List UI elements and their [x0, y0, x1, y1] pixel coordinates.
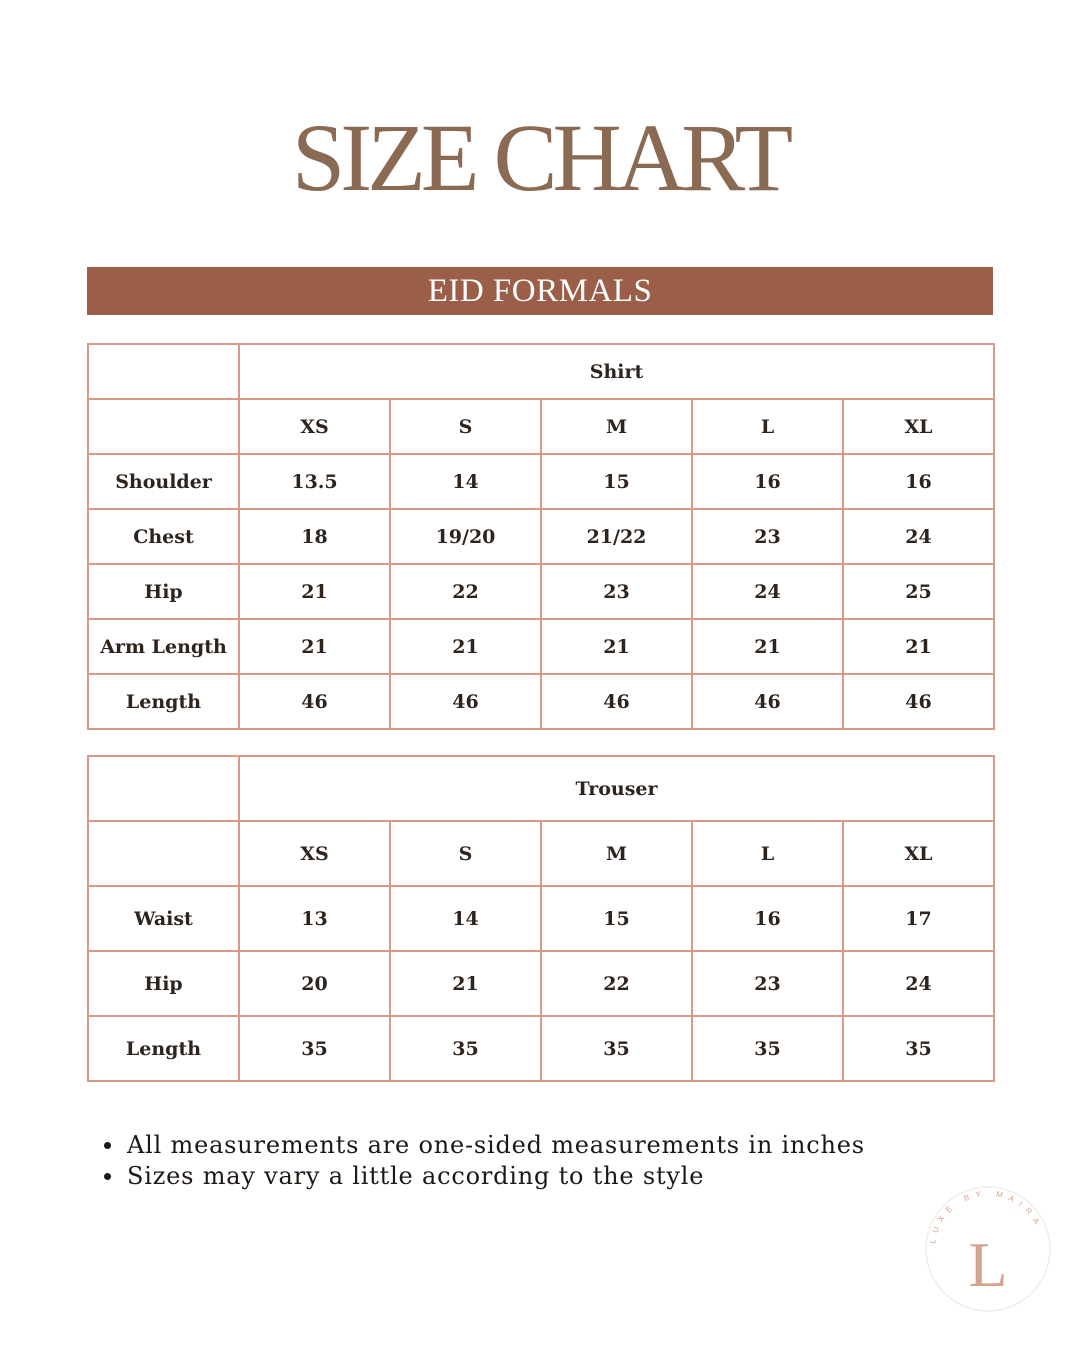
size-header-xs: XS	[239, 821, 390, 886]
table-row	[88, 674, 994, 729]
table-cell: 23	[541, 564, 692, 619]
row-label: Arm Length	[88, 619, 239, 674]
table-cell: 35	[692, 1016, 843, 1081]
table-cell: 15	[541, 886, 692, 951]
size-header-l: L	[692, 821, 843, 886]
bullet-icon	[104, 1142, 111, 1149]
bullet-icon	[104, 1173, 111, 1180]
row-label: Hip	[88, 951, 239, 1016]
table-row	[88, 509, 994, 564]
size-header-xs: XS	[239, 399, 390, 454]
table-cell: 24	[843, 509, 994, 564]
size-header-row	[88, 399, 994, 454]
size-header-l: L	[692, 399, 843, 454]
table-cell: 25	[843, 564, 994, 619]
shirt-size-table	[87, 343, 995, 730]
row-label: Length	[88, 674, 239, 729]
table-cell: 21/22	[541, 509, 692, 564]
table-cell: 35	[239, 1016, 390, 1081]
empty-corner-cell	[88, 821, 239, 886]
table-cell: 18	[239, 509, 390, 564]
table-cell: 23	[692, 509, 843, 564]
table-cell: 15	[541, 454, 692, 509]
table-cell: 14	[390, 886, 541, 951]
table-cell: 21	[843, 619, 994, 674]
table-row	[88, 564, 994, 619]
note-text: All measurements are one-sided measurements in inches	[127, 1131, 865, 1159]
empty-corner-cell	[88, 344, 239, 399]
table-row	[88, 619, 994, 674]
table-cell: 21	[541, 619, 692, 674]
list-item	[100, 1161, 865, 1192]
table-cell: 46	[541, 674, 692, 729]
table-cell: 16	[692, 454, 843, 509]
table-cell: 17	[843, 886, 994, 951]
row-label: Chest	[88, 509, 239, 564]
trouser-heading: Trouser	[239, 756, 994, 821]
measurement-notes	[100, 1130, 865, 1192]
shirt-heading: Shirt	[239, 344, 994, 399]
table-cell: 22	[541, 951, 692, 1016]
table-cell: 21	[692, 619, 843, 674]
table-cell: 16	[843, 454, 994, 509]
row-label: Shoulder	[88, 454, 239, 509]
table-cell: 21	[390, 619, 541, 674]
table-cell: 35	[390, 1016, 541, 1081]
size-header-xl: XL	[843, 821, 994, 886]
table-cell: 14	[390, 454, 541, 509]
table-cell: 19/20	[390, 509, 541, 564]
table-cell: 35	[843, 1016, 994, 1081]
table-row	[88, 1016, 994, 1081]
table-cell: 20	[239, 951, 390, 1016]
table-header-row	[88, 344, 994, 399]
table-row	[88, 886, 994, 951]
empty-corner-cell	[88, 756, 239, 821]
logo-ring-text: LUXE BY MAIRA	[928, 1188, 1045, 1245]
table-cell: 16	[692, 886, 843, 951]
row-label: Length	[88, 1016, 239, 1081]
list-item	[100, 1130, 865, 1161]
table-cell: 24	[692, 564, 843, 619]
collection-banner: EID FORMALS	[87, 267, 993, 315]
table-cell: 46	[390, 674, 541, 729]
size-header-row	[88, 821, 994, 886]
table-cell: 46	[692, 674, 843, 729]
page-title: SIZE CHART	[291, 104, 789, 211]
table-cell: 46	[239, 674, 390, 729]
table-cell: 21	[239, 619, 390, 674]
brand-logo	[921, 1182, 1055, 1316]
size-header-xl: XL	[843, 399, 994, 454]
table-cell: 24	[843, 951, 994, 1016]
table-cell: 46	[843, 674, 994, 729]
logo-letter: L	[968, 1229, 1008, 1300]
size-header-m: M	[541, 399, 692, 454]
table-cell: 21	[239, 564, 390, 619]
trouser-size-table	[87, 755, 995, 1082]
table-header-row	[88, 756, 994, 821]
note-text: Sizes may vary a little according to the style	[127, 1162, 705, 1190]
table-row	[88, 951, 994, 1016]
table-cell: 13	[239, 886, 390, 951]
table-cell: 21	[390, 951, 541, 1016]
size-header-s: S	[390, 399, 541, 454]
size-header-m: M	[541, 821, 692, 886]
empty-corner-cell	[88, 399, 239, 454]
table-cell: 22	[390, 564, 541, 619]
table-cell: 13.5	[239, 454, 390, 509]
table-row	[88, 454, 994, 509]
table-cell: 23	[692, 951, 843, 1016]
table-cell: 35	[541, 1016, 692, 1081]
row-label: Waist	[88, 886, 239, 951]
size-header-s: S	[390, 821, 541, 886]
row-label: Hip	[88, 564, 239, 619]
